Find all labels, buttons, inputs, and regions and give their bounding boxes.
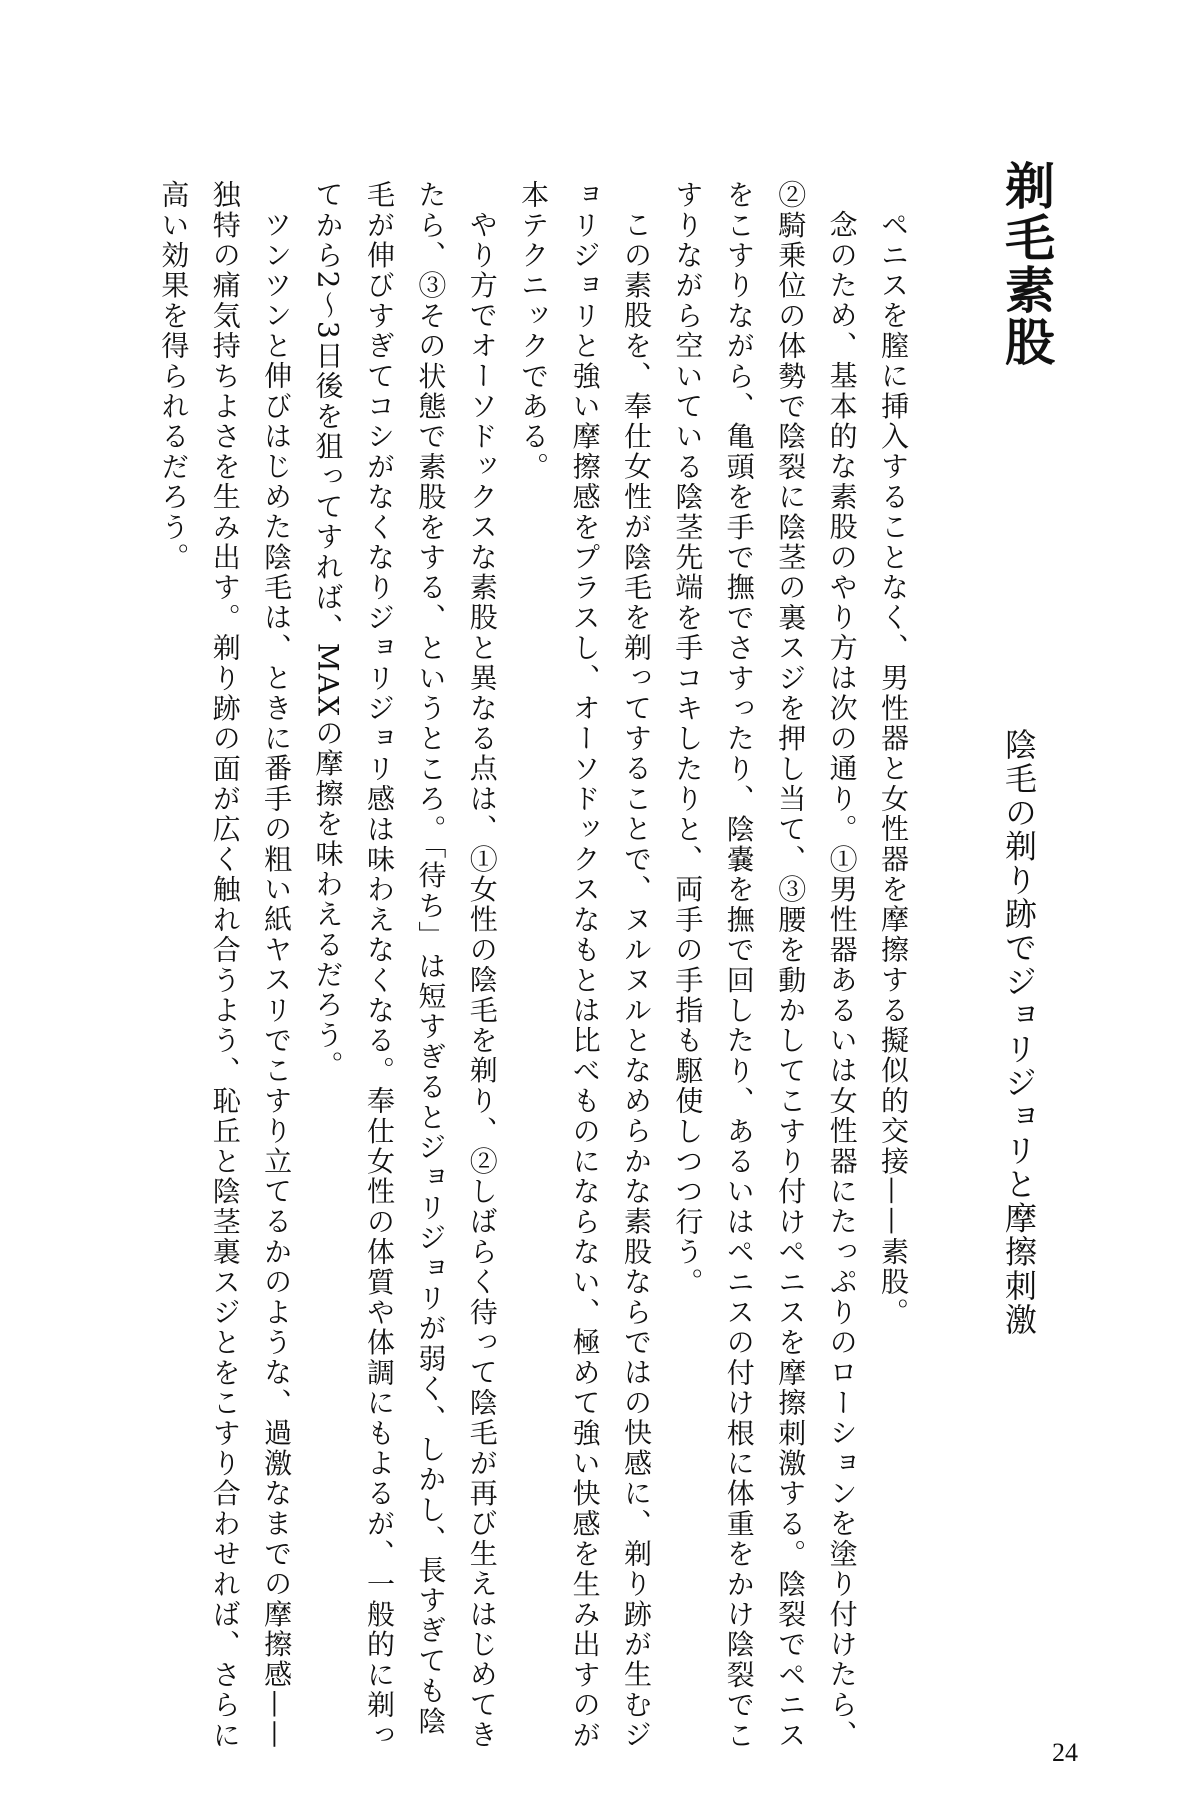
body-line: ョリジョリと強い摩擦感をプラスし、オーソドックスなもとは比べものにならない、極めて強い快感を生み出すのが: [568, 180, 602, 1751]
page-number: 24: [1052, 1738, 1078, 1767]
page-title: 剃毛素股: [997, 160, 1055, 368]
body-line: 独特の痛気持ちよさを生み出す。剃り跡の面が広く触れ合うよう、恥丘と陰茎裏スジとをこすり合わせれば、さらに: [208, 180, 242, 1751]
body-line: この素股を、奉仕女性が陰毛を剃ってすることで、ヌルヌルとなめらかな素股ならではの快感に、剃り跡が生むジ: [619, 210, 653, 1751]
body-line: ②騎乗位の体勢で陰裂に陰茎の裏スジを押し当て、③腰を動かしてこすり付けペニスを摩擦刺激する。陰裂でペニス: [774, 180, 808, 1751]
page-subtitle: 陰毛の剃り跡でジョリジョリと摩擦刺激: [1000, 728, 1038, 1337]
body-line: やり方でオーソドックスな素股と異なる点は、①女性の陰毛を剃り、②しばらく待って陰毛が再び生えはじめてき: [465, 210, 499, 1751]
body-text: [148, 180, 919, 1751]
body-line: てから2～3日後を狙ってすれば、MAXの摩擦を味わえるだろう。: [311, 180, 345, 1081]
body-line: ペニスを膣に挿入することなく、男性器と女性器を摩擦する擬似的交接——素股。: [877, 210, 910, 1328]
body-line: たら、③その状態で素股をする、というところ。「待ち」は短すぎるとジョリジョリが弱く、しかし、長すぎても陰: [414, 180, 448, 1737]
body-line: 念のため、基本的な素股のやり方は次の通り。①男性器あるいは女性器にたっぷりのローションを塗り付けたら、: [825, 210, 859, 1751]
body-line: ツンツンと伸びはじめた陰毛は、ときに番手の粗い紙ヤスリでこすり立てるかのような、過激なまでの摩擦感——: [260, 210, 294, 1751]
body-line: をこすりながら、亀頭を手で撫でさすったり、陰嚢を撫で回したり、あるいはペニスの付け根に体重をかけ陰裂でこ: [722, 180, 756, 1751]
body-line: 高い効果を得られるだろう。: [157, 180, 191, 573]
body-line: 本テクニックである。: [517, 180, 551, 482]
body-line: 毛が伸びすぎてコシがなくなりジョリジョリ感は味わえなくなる。奉仕女性の体質や体調にもよるが、一般的に剃っ: [362, 180, 396, 1751]
body-line: すりながら空いている陰茎先端を手コキしたりと、両手の手指も駆使しつつ行う。: [671, 180, 705, 1298]
